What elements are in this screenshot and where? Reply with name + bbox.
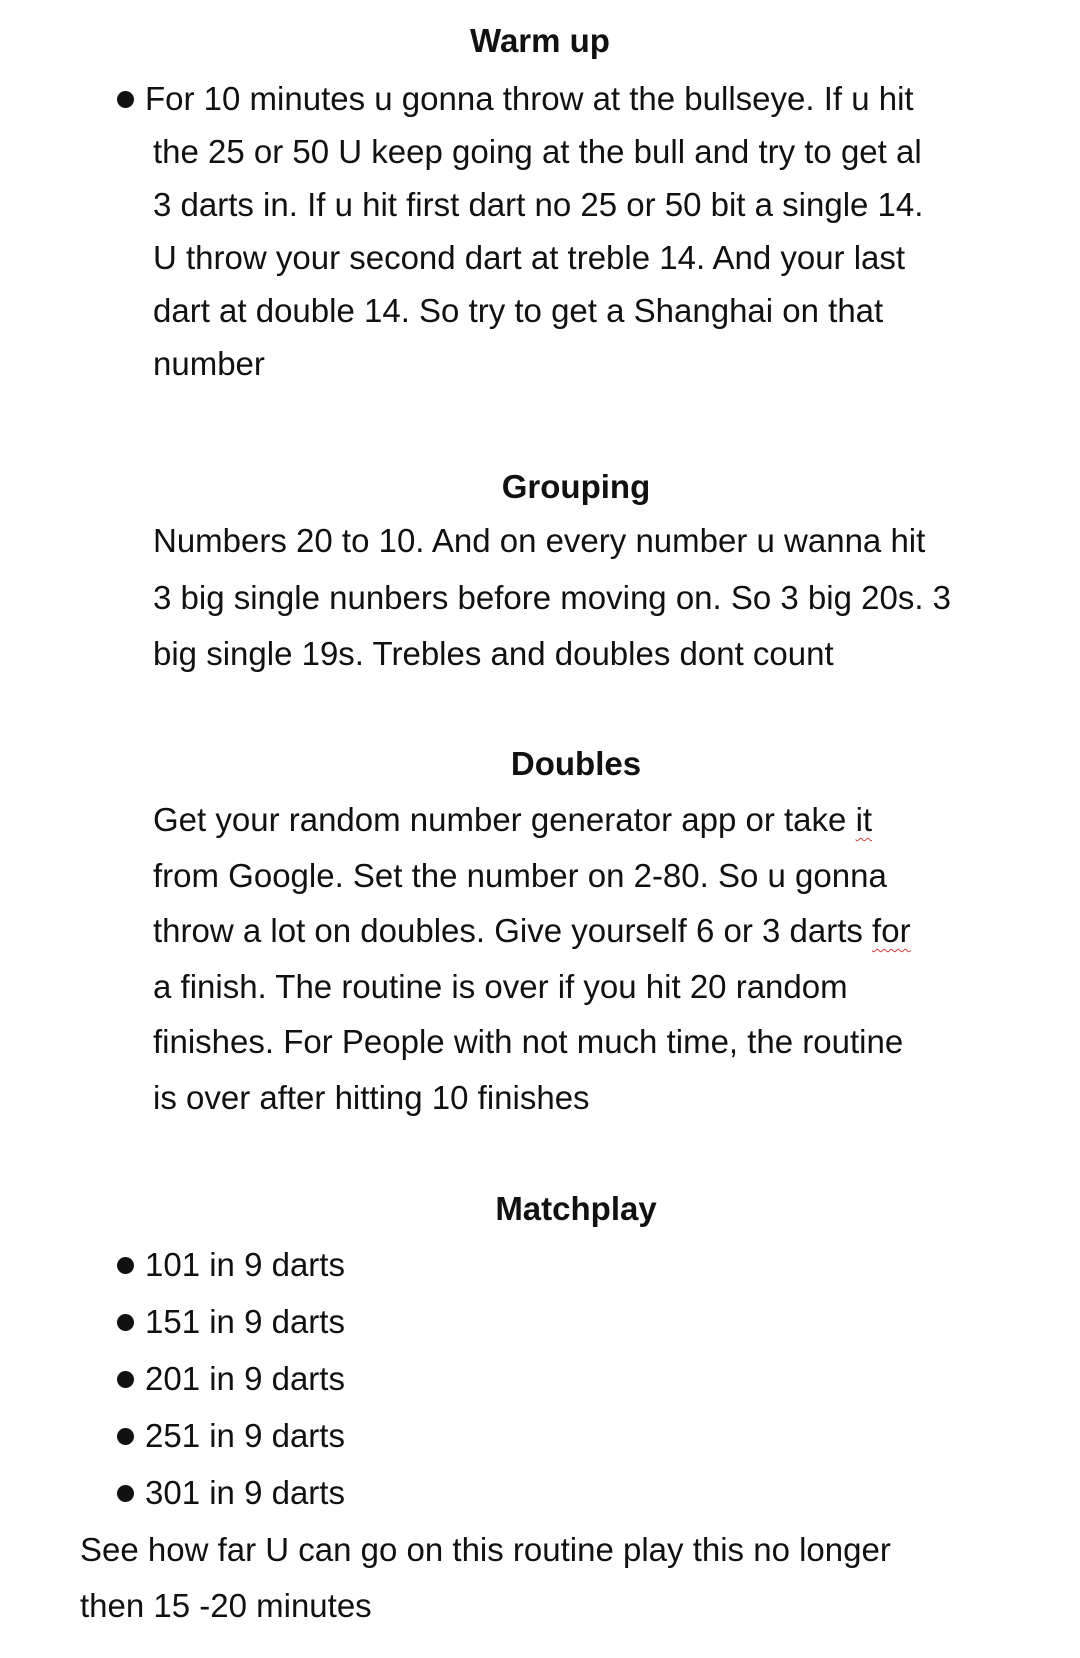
matchplay-item-1: 101 in 9 darts [145,1246,345,1283]
grouping-line-3: big single 19s. Trebles and doubles dont count [153,635,834,672]
closing-line-2: then 15 -20 minutes [80,1587,372,1624]
doubles-line-5: finishes. For People with not much time, the routine [153,1023,904,1060]
warmup-line-6: number [153,345,265,382]
warmup-line-2: the 25 or 50 U keep going at the bull and try to get al [153,133,922,170]
warmup-line-4: U throw your second dart at treble 14. And your last [153,239,906,276]
warmup-line-3: 3 darts in. If u hit first dart no 25 or 50 bit a single 14. [153,186,924,223]
matchplay-bullet-2 [117,1314,134,1331]
grouping-line-2: 3 big single nunbers before moving on. So 3 big 20s. 3 [153,579,952,616]
matchplay-bullet-4 [117,1428,134,1445]
warmup-bullet [117,91,134,108]
spellcheck-word-it: it [855,801,873,838]
spellcheck-word-for: for [872,912,911,949]
matchplay-bullet-1 [117,1257,134,1274]
doubles-line-6: is over after hitting 10 finishes [153,1079,590,1116]
closing-line-1: See how far U can go on this routine play this no longer [80,1531,891,1568]
doubles-line-1 [153,800,872,840]
grouping-heading: Grouping [501,468,651,505]
doubles-line-1-text: Get your random number generator app or take [153,801,856,838]
matchplay-item-3: 201 in 9 darts [145,1360,345,1397]
grouping-line-1: Numbers 20 to 10. And on every number u wanna hit [153,522,926,559]
matchplay-item-2: 151 in 9 darts [145,1303,345,1340]
doubles-line-4: a finish. The routine is over if you hit 20 random [153,968,848,1005]
doubles-line-3 [153,911,911,951]
doubles-line-2: from Google. Set the number on 2-80. So u gonna [153,857,887,894]
matchplay-item-5: 301 in 9 darts [145,1474,345,1511]
doubles-line-3-text: throw a lot on doubles. Give yourself 6 or 3 darts [153,912,873,949]
doubles-heading: Doubles [510,745,642,782]
matchplay-item-4: 251 in 9 darts [145,1417,345,1454]
warmup-heading: Warm up [470,22,610,59]
matchplay-bullet-3 [117,1371,134,1388]
warmup-line-5: dart at double 14. So try to get a Shanghai on that [153,292,884,329]
matchplay-bullet-5 [117,1485,134,1502]
warmup-line-1: For 10 minutes u gonna throw at the bullseye. If u hit [145,80,914,117]
matchplay-heading: Matchplay [495,1190,657,1227]
